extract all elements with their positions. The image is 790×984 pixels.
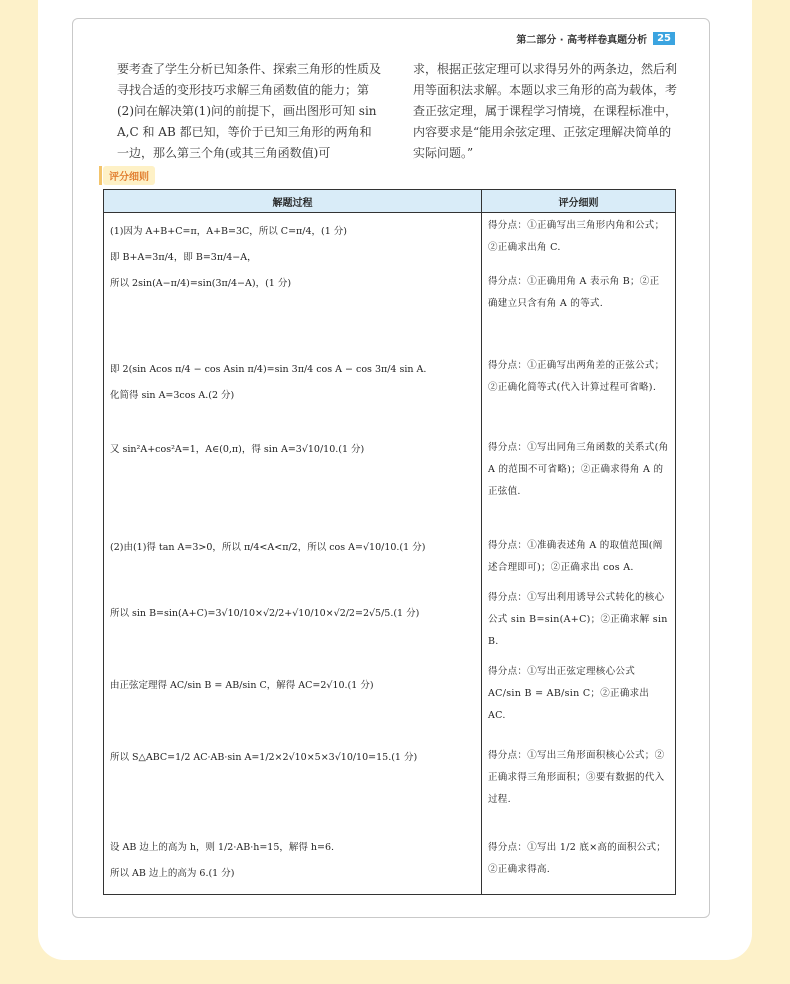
table-row [104,213,676,349]
criteria-cell [482,653,676,727]
criteria-cell [482,213,676,349]
criteria-cell [482,349,676,425]
criteria-cell [482,425,676,515]
criteria-text: 得分点：①正确用角 A 表示角 B；②正确建立只含有角 A 的等式. [488,276,660,309]
criteria-text: 得分点：①正确写出两角差的正弦公式；②正确化简等式(代入计算过程可省略). [488,359,665,393]
table-row [104,515,676,579]
criteria-text: 得分点：①写出 1/2 底×高的面积公式；②正确求得高. [488,841,667,875]
table-row [104,579,676,653]
step-line: 由正弦定理得 AC/sin B = AB/sin C，解得 AC=2√10.(1 分) [110,679,374,691]
process-cell [104,653,482,727]
step-line: 设 AB 边上的高为 h，则 1/2·AB·h=15，解得 h=6. [110,841,335,853]
header-process: 解题过程 [104,190,482,213]
intro-right-column [413,59,677,164]
step-line: 即 B+A=3π/4，即 B=3π/4−A， [110,252,257,263]
table-row [104,425,676,515]
table-row [104,349,676,425]
intro-left-column [117,59,381,164]
process-cell [104,425,482,515]
criteria-text: 得分点：①准确表述角 A 的取值范围(阐述合理即可)；②正确求出 cos A. [488,539,663,573]
criteria-text: 得分点：①正确写出三角形内角和公式；②正确求出角 C. [488,220,665,253]
table-row [104,727,676,817]
intro-right-text: 求，根据正弦定理可以求得另外的两条边，然后利用等面积法求解。本题以求三角形的高为载体，考查正弦定理，属于课程学习情境，在课程标准中，内容要求是“能用余弦定理、正弦定理解决简单的实际问题。” [413,62,678,160]
process-cell [104,349,482,425]
criteria-cell [482,515,676,579]
process-cell [104,727,482,817]
criteria-cell [482,727,676,817]
header-title: 第二部分 · 高考样卷真题分析 [516,35,648,46]
criteria-cell [482,579,676,653]
process-cell [104,213,482,349]
process-cell [104,515,482,579]
step-line: 所以 AB 边上的高为 6.(1 分) [110,867,235,879]
step-line: 所以 sin B=sin(A+C)=3√10/10×√2/2+√10/10×√2/2=2√5/5.(1 分) [110,607,420,619]
section-label: 评分细则 [103,166,155,185]
step-line: (1)因为 A+B+C=π，A+B=3C，所以 C=π/4，(1 分) [110,226,347,237]
textbook-page [72,18,710,918]
page-number: 25 [653,32,675,45]
table-header-row [104,190,676,213]
criteria-text: 得分点：①写出三角形面积核心公式；②正确求得三角形面积；③要有数据的代入过程. [488,749,665,805]
criteria-text: 得分点：①写出利用诱导公式转化的核心公式 sin B=sin(A+C)；②正确求解 sin B. [488,591,668,647]
criteria-text: 得分点：①写出同角三角函数的关系式(角 A 的范围不可省略)；②正确求得角 A 的正弦值. [488,441,669,497]
table-row [104,817,676,895]
step-line: 化简得 sin A=3cos A.(2 分) [110,389,235,401]
grading-table [103,189,676,895]
intro-left-text: 要考查了学生分析已知条件、探索三角形的性质及寻找合适的变形技巧求解三角函数值的能力；第(2)问在解决第(1)问的前提下，画出图形可知 sin A,C 和 AB 都已知，等价于已知三角形的两角和一边，那么第三个角(或其三角函数值)可 [117,62,382,160]
process-cell [104,817,482,895]
page-header [516,31,675,46]
step-line: 又 sin²A+cos²A=1，A∈(0,π)，得 sin A=3√10/10.(1 分) [110,443,365,455]
table-row [104,653,676,727]
step-line: (2)由(1)得 tan A=3>0，所以 π/4<A<π/2，所以 cos A=√10/10.(1 分) [110,541,426,553]
header-criteria: 评分细则 [482,190,676,213]
step-line: 所以 S△ABC=1/2 AC·AB·sin A=1/2×2√10×5×3√10/10=15.(1 分) [110,751,418,763]
criteria-text: 得分点：①写出正弦定理核心公式 AC/sin B = AB/sin C；②正确求出 AC. [488,665,650,721]
step-line: 即 2(sin Acos π/4 − cos Asin π/4)=sin 3π/4 cos A − cos 3π/4 sin A. [110,363,427,375]
criteria-cell [482,817,676,895]
step-line: 所以 2sin(A−π/4)=sin(3π/4−A)，(1 分) [110,278,292,289]
process-cell [104,579,482,653]
